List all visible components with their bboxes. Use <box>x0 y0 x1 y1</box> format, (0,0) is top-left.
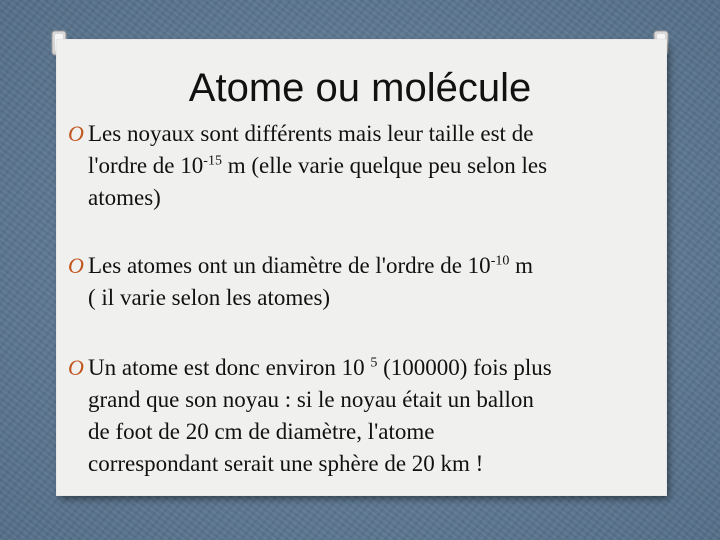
exponent: -15 <box>203 153 222 169</box>
bullet-marker-icon: O <box>68 355 84 380</box>
bullet-text: (100000) fois plus <box>377 355 552 380</box>
bullet-line <box>88 416 552 448</box>
bullet-item <box>68 352 552 480</box>
exponent: 5 <box>370 355 378 371</box>
bullet-line <box>88 150 547 182</box>
bullet-line <box>88 250 533 282</box>
bullet-text: l'ordre de 10 <box>88 153 204 178</box>
bullet-text: Les noyaux sont différents mais leur taille est de <box>88 121 534 146</box>
bullet-text: correspondant serait une sphère de 20 km ! <box>88 451 484 476</box>
bullet-marker-icon: O <box>68 253 84 278</box>
bullet-text: m (elle varie quelque peu selon les <box>221 153 548 178</box>
slide-title: Atome ou molécule <box>188 66 532 110</box>
bullet-text: Les atomes ont un diamètre de l'ordre de 10 <box>88 253 491 278</box>
bullet-line <box>88 282 533 314</box>
bullet-line <box>88 182 547 214</box>
bullet-line <box>88 384 552 416</box>
bullet-line <box>88 448 552 480</box>
bullet-line <box>88 352 552 384</box>
bullet-text: grand que son noyau : si le noyau était un ballon <box>88 387 534 412</box>
bullet-item <box>68 118 547 214</box>
bullet-line <box>88 118 547 150</box>
bullet-text: atomes) <box>88 185 161 210</box>
exponent: -10 <box>490 253 510 269</box>
bullet-item <box>68 250 533 314</box>
bullet-text: m <box>509 253 533 278</box>
bullet-text: de foot de 20 cm de diamètre, l'atome <box>88 419 435 444</box>
bullet-text: Un atome est donc environ 10 <box>88 355 371 380</box>
bullet-marker-icon: O <box>68 121 84 146</box>
bullet-text: ( il varie selon les atomes) <box>88 285 331 310</box>
